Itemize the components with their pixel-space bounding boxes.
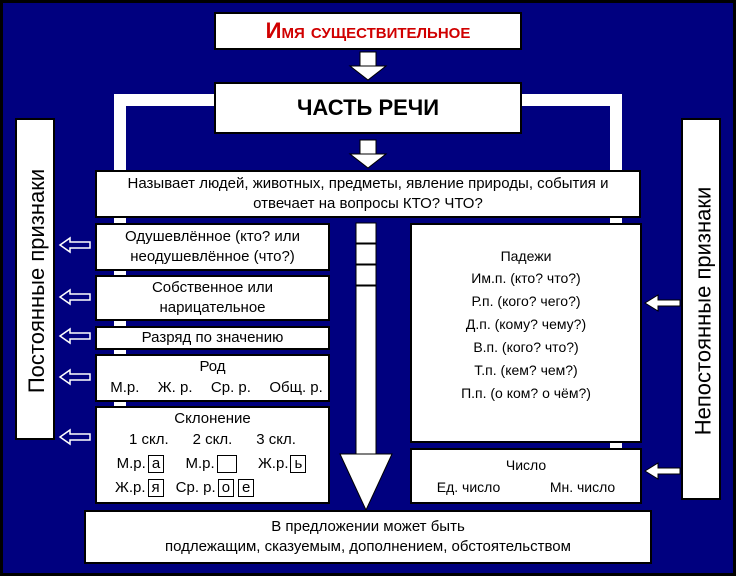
number-box — [410, 448, 642, 504]
title-box — [214, 12, 522, 50]
decl-n2-ending2: е — [238, 479, 254, 497]
decl-n2-ending1: о — [218, 479, 234, 497]
animate-box — [95, 223, 330, 271]
left-arrows — [60, 238, 90, 444]
constant-features-label: Постоянные признаки — [24, 168, 49, 394]
decl-n2 — [176, 478, 257, 498]
decl-m1 — [117, 454, 167, 474]
decl-f1-label: Ж.р. — [115, 479, 146, 496]
declension-1: 1 скл. — [128, 431, 169, 448]
decl-n2-label: Ср. р. — [175, 479, 216, 496]
number-title: Число — [505, 457, 547, 473]
arrow-title-to-part — [350, 52, 386, 80]
decl-m1-label: М.р. — [116, 455, 146, 472]
cases-box — [410, 223, 642, 443]
case-item: Т.п. (кем? чем?) — [474, 362, 578, 378]
number-plural: Мн. число — [549, 479, 616, 495]
sentence-box — [84, 510, 652, 564]
gender-box — [95, 354, 330, 402]
decl-f3-ending: ь — [290, 455, 306, 473]
category-label: Разряд по значению — [141, 329, 284, 346]
decl-m1-ending: а — [148, 455, 164, 473]
right-label-box — [681, 118, 721, 500]
right-arrows — [645, 295, 680, 479]
arrow-part-to-description — [350, 140, 386, 168]
decl-m2 — [185, 454, 238, 474]
description-line2: отвечает на вопросы КТО? ЧТО? — [253, 195, 483, 212]
case-item: Д.п. (кому? чему?) — [465, 316, 587, 332]
gender-f: Ж. р. — [157, 379, 193, 396]
case-item: В.п. (кого? что?) — [473, 339, 579, 355]
description-box — [95, 170, 641, 218]
gender-n: Ср. р. — [210, 379, 251, 396]
sentence-line1: В предложении может быть — [271, 518, 465, 535]
number-singular: Ед. число — [436, 479, 501, 495]
decl-m2-ending — [217, 455, 237, 473]
cases-list — [412, 267, 640, 405]
variable-features-label: Непостоянные признаки — [690, 186, 715, 436]
decl-m2-label: М.р. — [185, 455, 215, 472]
gender-common: Общ. р. — [269, 379, 323, 396]
left-label-box — [15, 118, 55, 440]
case-item: Р.п. (кого? чего?) — [471, 293, 581, 309]
proper-line2: нарицательное — [159, 299, 266, 316]
part-of-speech-label: ЧАСТЬ РЕЧИ — [296, 95, 440, 120]
animate-line1: Одушевлённое (кто? или — [125, 228, 300, 245]
case-item: П.п. (о ком? о чём?) — [461, 385, 591, 401]
sentence-line2: подлежащим, сказуемым, дополнением, обстоятельством — [165, 538, 571, 555]
case-item: Им.п. (кто? что?) — [471, 270, 581, 286]
decl-f1-ending: я — [148, 479, 164, 497]
description-line1: Называет людей, животных, предметы, явление природы, события и — [127, 175, 609, 192]
part-of-speech-box — [214, 82, 522, 134]
declension-box — [95, 406, 330, 504]
gender-m: М.р. — [110, 379, 140, 396]
decl-f3 — [258, 454, 308, 474]
category-box — [95, 326, 330, 350]
declension-3: 3 скл. — [256, 431, 296, 448]
declension-2: 2 скл. — [192, 431, 233, 448]
animate-line2: неодушевлённое (что?) — [130, 248, 295, 265]
central-down-arrow — [340, 223, 392, 510]
page-title: Имя существительное — [265, 18, 471, 43]
gender-title: Род — [199, 358, 226, 375]
proper-box — [95, 275, 330, 321]
decl-f1 — [115, 478, 166, 498]
decl-f3-label: Ж.р. — [257, 455, 289, 472]
proper-line1: Собственное или — [151, 279, 274, 296]
declension-title: Склонение — [174, 410, 251, 427]
cases-title: Падежи — [500, 248, 552, 264]
